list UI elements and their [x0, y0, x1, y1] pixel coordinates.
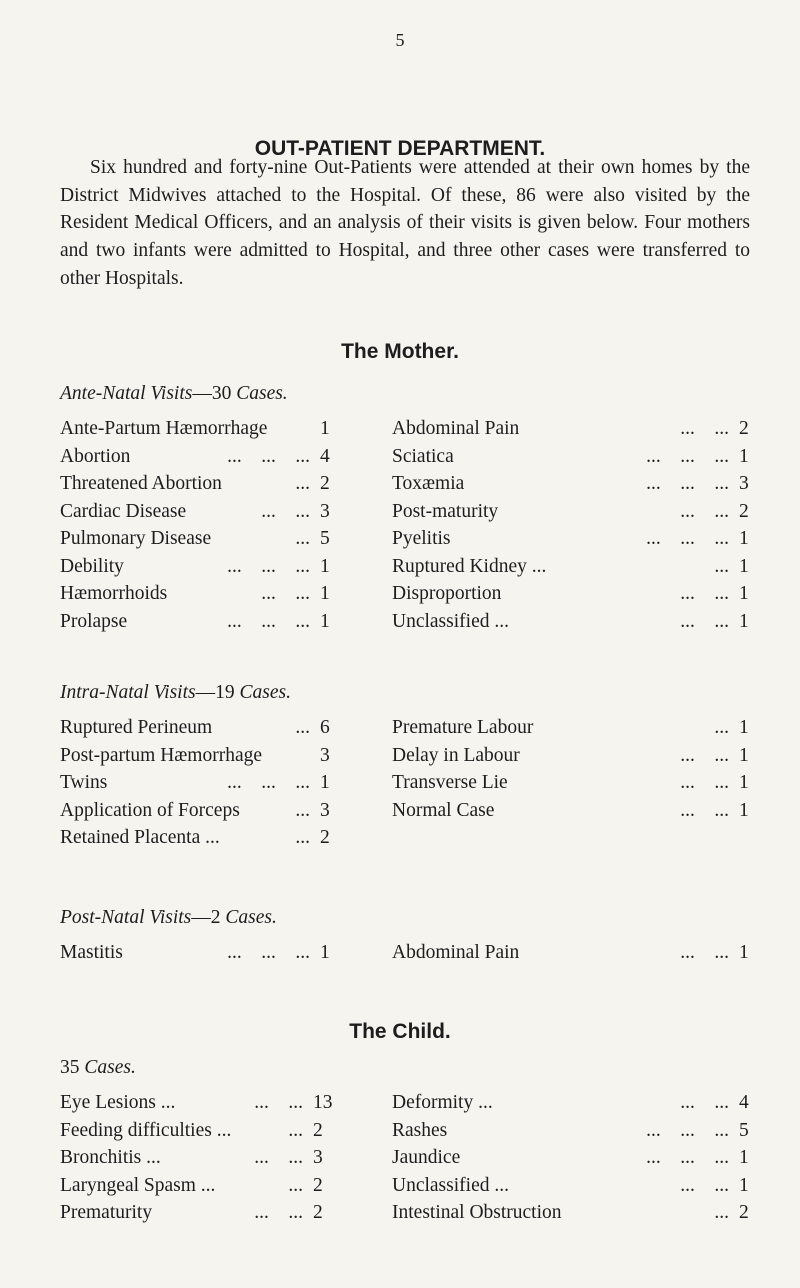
item-count: 1 [320, 418, 330, 439]
leader-dots: ... ... [680, 583, 729, 604]
item-count: 1 [320, 772, 330, 793]
leader-dots: ... [295, 473, 310, 494]
leader-dots: ... [295, 717, 310, 738]
leader-dots: ... [714, 717, 729, 738]
leader-dots: ... ... [680, 610, 729, 632]
table-row [60, 556, 750, 584]
item-label: Rashes [392, 1119, 448, 1141]
item-label: Disproportion [392, 583, 502, 604]
table-row [60, 1202, 750, 1230]
item-count: 3 [320, 799, 330, 821]
item-label: Retained Placenta ... [60, 827, 220, 848]
item-count: 4 [320, 445, 330, 467]
postnatal-table [60, 942, 750, 970]
table-row [60, 827, 750, 855]
table-row [60, 446, 750, 474]
leader-dots: ... ... ... [646, 1119, 729, 1141]
table-row [60, 418, 750, 446]
item-label: Post-partum Hæmorrhage [60, 744, 263, 766]
item-count: 2 [320, 473, 330, 494]
leader-dots: ... ... [254, 1202, 303, 1223]
leader-dots: ... [288, 1174, 303, 1196]
item-label: Unclassified ... [392, 610, 509, 632]
item-label: Intestinal Obstruction [392, 1202, 562, 1223]
leader-dots: ... ... [680, 1092, 729, 1113]
item-label: Debility [60, 555, 124, 577]
leader-dots: ... ... [680, 942, 729, 963]
item-label: Ruptured Perineum [60, 717, 213, 738]
item-count: 13 [313, 1092, 333, 1113]
item-count: 2 [313, 1202, 323, 1223]
item-count: 1 [739, 583, 749, 604]
item-count: 1 [739, 555, 749, 577]
item-label: Jaundice [392, 1147, 461, 1168]
item-count: 5 [320, 528, 330, 549]
item-count: 2 [739, 1202, 749, 1223]
antenatal-title-suffix: Cases. [231, 383, 288, 404]
item-label: Bronchitis ... [60, 1147, 161, 1168]
leader-dots: ... ... [680, 1174, 729, 1196]
item-count: 1 [739, 799, 749, 821]
item-label: Premature Labour [392, 717, 534, 738]
child-heading: The Child. [349, 1020, 451, 1043]
table-row [60, 1175, 750, 1203]
table-row [60, 942, 750, 970]
postnatal-section-title [60, 907, 277, 929]
item-count: 1 [739, 744, 749, 766]
item-label: Twins [60, 772, 108, 793]
table-row [60, 473, 750, 501]
item-count: 3 [320, 744, 330, 766]
intranatal-title-suffix: Cases. [234, 682, 291, 703]
leader-dots: ... ... ... [227, 555, 310, 577]
item-count: 3 [313, 1147, 323, 1168]
table-row [60, 611, 750, 639]
item-label: Threatened Abortion [60, 473, 222, 494]
child-section-title [60, 1057, 136, 1079]
leader-dots: ... ... [261, 583, 310, 604]
item-label: Cardiac Disease [60, 500, 187, 522]
item-label: Toxæmia [392, 473, 465, 494]
leader-dots: ... ... [680, 772, 729, 793]
child-title-suffix: Cases. [79, 1057, 136, 1078]
item-label: Normal Case [392, 799, 495, 821]
leader-dots: ... ... [680, 500, 729, 522]
item-label: Prematurity [60, 1202, 153, 1223]
intro-paragraph: Six hundred and forty-nine Out-Patients were attended at their own homes by the District Midwives attached to the Hospital. Of these, 86 were also visited by the Resident Medical Officers, and an analysis of their visits is given below. Four mothers and two infants were admitted to Hospital, and three other cases were transferred to other Hospitals. [60, 157, 750, 289]
leader-dots: ... [295, 827, 310, 848]
leader-dots: ... ... [680, 744, 729, 766]
item-count: 1 [320, 610, 330, 632]
item-label: Abdominal Pain [392, 942, 520, 963]
item-label: Eye Lesions ... [60, 1092, 176, 1113]
item-label: Deformity ... [392, 1092, 493, 1113]
item-label: Hæmorrhoids [60, 583, 168, 604]
item-count: 1 [320, 555, 330, 577]
table-row [60, 1092, 750, 1120]
item-label: Laryngeal Spasm ... [60, 1174, 216, 1196]
antenatal-title-count: —30 [192, 383, 232, 404]
intranatal-section-title [60, 682, 291, 704]
intranatal-table [60, 717, 750, 855]
leader-dots: ... ... [261, 500, 310, 522]
item-label: Mastitis [60, 942, 123, 963]
item-count: 5 [739, 1119, 749, 1141]
table-row [60, 1120, 750, 1148]
item-count: 2 [739, 418, 749, 439]
antenatal-title-main: Ante-Natal Visits [60, 383, 193, 404]
leader-dots: ... ... ... [227, 942, 310, 963]
item-count: 3 [320, 500, 330, 522]
item-label: Transverse Lie [392, 772, 508, 793]
item-count: 3 [739, 473, 749, 494]
page-number: 5 [395, 30, 405, 50]
item-count: 2 [320, 827, 330, 848]
item-count: 1 [739, 717, 749, 738]
item-count: 2 [739, 500, 749, 522]
item-count: 1 [739, 445, 749, 467]
item-label: Ante-Partum Hæmorrhage [60, 418, 268, 439]
antenatal-table [60, 418, 750, 638]
leader-dots: ... ... [680, 799, 729, 821]
intranatal-title-main: Intra-Natal Visits [60, 682, 196, 703]
child-table [60, 1092, 750, 1230]
item-count: 4 [739, 1092, 749, 1113]
table-row [60, 800, 750, 828]
antenatal-section-title [60, 383, 288, 405]
leader-dots: ... [295, 799, 310, 821]
item-count: 1 [320, 942, 330, 963]
leader-dots: ... [295, 528, 310, 549]
item-label: Post-maturity [392, 500, 499, 522]
item-label: Sciatica [392, 445, 454, 467]
table-row [60, 501, 750, 529]
table-row [60, 583, 750, 611]
item-label: Delay in Labour [392, 744, 520, 766]
item-count: 1 [739, 942, 749, 963]
item-label: Application of Forceps [60, 799, 240, 821]
item-label: Abdominal Pain [392, 418, 520, 439]
item-label: Abortion [60, 445, 131, 467]
item-label: Pyelitis [392, 528, 451, 549]
postnatal-title-suffix: Cases. [220, 907, 277, 928]
intranatal-title-count: —19 [195, 682, 235, 703]
leader-dots: ... [288, 1119, 303, 1141]
item-count: 6 [320, 717, 330, 738]
mother-heading: The Mother. [341, 340, 459, 363]
leader-dots: ... ... ... [646, 445, 729, 467]
table-row [60, 1147, 750, 1175]
item-count: 1 [739, 1174, 749, 1196]
leader-dots: ... [714, 1202, 729, 1223]
leader-dots: ... ... ... [227, 445, 310, 467]
item-label: Prolapse [60, 610, 128, 632]
item-count: 1 [739, 772, 749, 793]
leader-dots: ... ... ... [646, 1147, 729, 1168]
table-row [60, 772, 750, 800]
table-row [60, 745, 750, 773]
item-count: 2 [313, 1174, 323, 1196]
leader-dots: ... ... ... [646, 528, 729, 549]
leader-dots: ... ... [254, 1147, 303, 1168]
item-count: 1 [739, 528, 749, 549]
item-label: Feeding difficulties ... [60, 1119, 232, 1141]
item-label: Pulmonary Disease [60, 528, 212, 549]
leader-dots: ... ... ... [227, 610, 310, 632]
page-title: OUT-PATIENT DEPARTMENT. [254, 137, 546, 160]
leader-dots: ... [714, 555, 729, 577]
leader-dots: ... ... ... [227, 772, 310, 793]
item-label: Unclassified ... [392, 1174, 509, 1196]
postnatal-title-count: —2 [191, 907, 221, 928]
item-count: 2 [313, 1119, 323, 1141]
child-title-count: 35 [60, 1057, 80, 1078]
table-row [60, 528, 750, 556]
leader-dots: ... ... ... [646, 473, 729, 494]
leader-dots: ... ... [254, 1092, 303, 1113]
item-count: 1 [320, 583, 330, 604]
item-label: Ruptured Kidney ... [392, 555, 547, 577]
item-count: 1 [739, 610, 749, 632]
postnatal-title-main: Post-Natal Visits [60, 907, 192, 928]
item-count: 1 [739, 1147, 749, 1168]
leader-dots: ... ... [680, 418, 729, 439]
table-row [60, 717, 750, 745]
